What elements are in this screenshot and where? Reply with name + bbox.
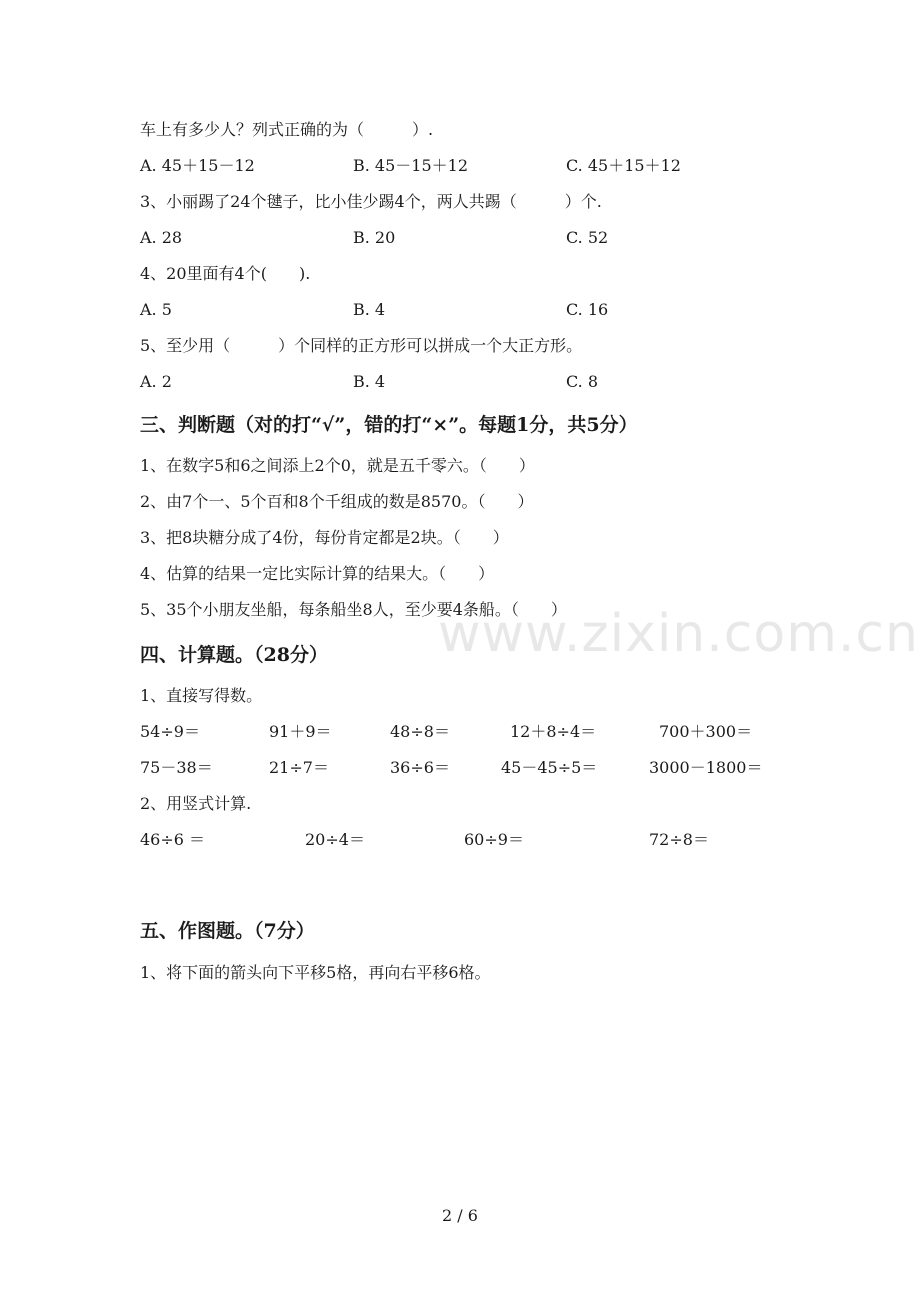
judge-item-2: 2、由7个一、5个百和8个千组成的数是8570。（ ） xyxy=(140,492,534,511)
vertical-calc-item: 20÷4＝ xyxy=(305,830,365,849)
calc-item: 91＋9＝ xyxy=(269,722,332,741)
calc-item: 21÷7＝ xyxy=(269,758,329,777)
option-a: A. 2 xyxy=(140,372,172,391)
question-3: 3、小丽踢了24个毽子，比小佳少踢4个，两人共踢（ ）个. xyxy=(140,192,602,211)
option-c: C. 8 xyxy=(566,372,599,391)
drawing-item-1: 1、将下面的箭头向下平移5格，再向右平移6格。 xyxy=(140,963,491,982)
calc-item: 12＋8÷4＝ xyxy=(510,722,597,741)
calc-item: 75－38＝ xyxy=(140,758,213,777)
judge-item-5: 5、35个小朋友坐船，每条船坐8人，至少要4条船。（ ） xyxy=(140,600,567,619)
calc-item: 45－45÷5＝ xyxy=(501,758,598,777)
option-c: C. 52 xyxy=(566,228,609,247)
option-b: B. 45－15＋12 xyxy=(353,156,469,175)
option-b: B. 20 xyxy=(353,228,396,247)
question-continuation: 车上有多少人？列式正确的为（ ）. xyxy=(140,120,434,139)
vertical-calc-item: 72÷8＝ xyxy=(649,830,709,849)
option-b: B. 4 xyxy=(353,372,386,391)
vertical-calc-item: 46÷6 ＝ xyxy=(140,830,206,849)
calc-item: 3000－1800＝ xyxy=(649,758,763,777)
calc-item: 700＋300＝ xyxy=(659,722,753,741)
page-number: 2 / 6 xyxy=(442,1206,478,1225)
question-5: 5、至少用（ ）个同样的正方形可以拼成一个大正方形。 xyxy=(140,336,583,355)
option-b: B. 4 xyxy=(353,300,386,319)
judge-item-3: 3、把8块糖分成了4份，每份肯定都是2块。（ ） xyxy=(140,528,509,547)
calc-subtitle-2: 2、用竖式计算. xyxy=(140,794,252,813)
option-c: C. 45＋15＋12 xyxy=(566,156,681,175)
watermark: www.zixin.com.cn xyxy=(438,604,919,664)
calc-item: 48÷8＝ xyxy=(390,722,450,741)
question-4: 4、20里面有4个( ). xyxy=(140,264,311,283)
option-c: C. 16 xyxy=(566,300,609,319)
section-3-title: 三、判断题（对的打“√”，错的打“×”。每题1分，共5分） xyxy=(140,414,638,436)
option-a: A. 5 xyxy=(140,300,172,319)
calc-subtitle-1: 1、直接写得数。 xyxy=(140,686,263,705)
option-a: A. 28 xyxy=(140,228,183,247)
judge-item-1: 1、在数字5和6之间添上2个0，就是五千零六。（ ） xyxy=(140,456,535,475)
vertical-calc-item: 60÷9＝ xyxy=(464,830,524,849)
option-a: A. 45＋15－12 xyxy=(140,156,255,175)
section-4-title: 四、计算题。（28分） xyxy=(140,644,328,666)
calc-item: 36÷6＝ xyxy=(390,758,450,777)
judge-item-4: 4、估算的结果一定比实际计算的结果大。（ ） xyxy=(140,564,495,583)
calc-item: 54÷9＝ xyxy=(140,722,200,741)
section-5-title: 五、作图题。（7分） xyxy=(140,920,315,942)
